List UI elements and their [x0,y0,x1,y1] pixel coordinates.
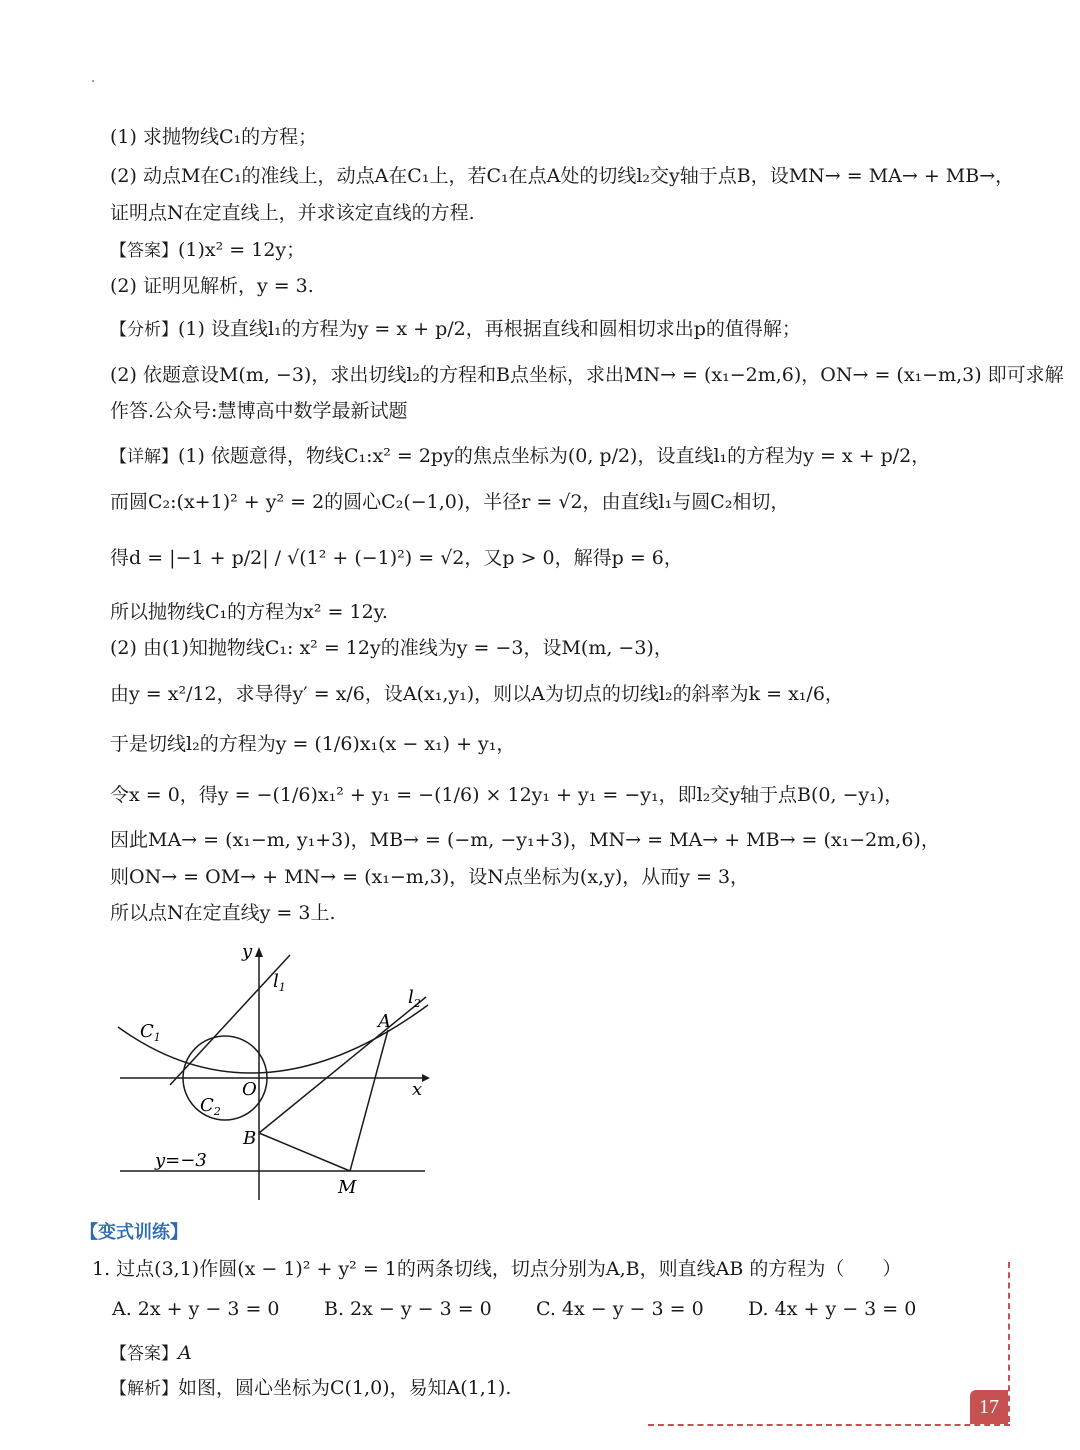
detail-2: 而圆C₂:(x+1)² + y² = 2的圆心C₂(−1,0)，半径r = √2，由直线l₁与圆C₂相切， [110,491,790,513]
problem-part-2-line-1: (2) 动点M在C₁的准线上，动点A在C₁上，若C₁在点A处的切线l₂交y轴于点B，设MN→ = MA→ + MB→， [110,165,1015,187]
x-axis-arrow [422,1074,430,1082]
detail-line-1 [110,442,1020,471]
detail-6: 由y = x²/12，求导得y′ = x/6，设A(x₁,y₁)，则以A为切点的切线l₂的斜率为k = x₁/6， [110,683,844,705]
segment-bm [259,1133,350,1171]
answer-tag: 【答案】 [110,241,178,261]
label-m: M [338,1177,357,1198]
analysis-tag: 【分析】 [110,320,178,340]
segment-am [350,1030,388,1171]
analysis-3: 作答.公众号:慧博高中数学最新试题 [110,400,408,422]
detail-7: 于是切线l₂的方程为y = (1/6)x₁(x − x₁) + y₁， [110,733,516,755]
problem-part-2-line-2: 证明点N在定直线上，并求该定直线的方程. [110,202,475,224]
label-a: A [378,1011,391,1032]
detail-3: 得d = |−1 + p/2| / √(1² + (−1)²) = √2，又p > 0，解得p = 6， [110,547,683,569]
exercise-answer-tag: 【答案】 [110,1344,178,1364]
answer-line [110,236,1020,265]
answer-1: (1)x² = 12y； [178,239,306,261]
label-c1: $C_1$ [140,1021,161,1044]
exercise-title: 【变式训练】 [80,1222,188,1243]
label-o: O [242,1079,257,1100]
problem-part-1: (1) 求抛物线C₁的方程； [110,126,318,148]
geometry-figure [100,935,450,1205]
analysis-2: (2) 依题意设M(m, −3)，求出切线l₂的方程和B点坐标，求出MN→ = (x₁−2m,6)，ON→ = (x₁−m,3) 即可求解 [110,364,1064,386]
label-l2: $l_2$ [408,987,421,1010]
option-c[interactable]: C. 4x − y − 3 = 0 [536,1298,704,1320]
exercise-question-1: 1. 过点(3,1)作圆(x − 1)² + y² = 1的两条切线，切点分别为A,B，则直线AB 的方程为（ ） [92,1258,902,1280]
answer-2: (2) 证明见解析，y = 3. [110,275,314,297]
option-d[interactable]: D. 4x + y − 3 = 0 [748,1298,917,1320]
page-border-vertical [1008,1262,1010,1422]
detail-5: (2) 由(1)知抛物线C₁: x² = 12y的准线为y = −3，设M(m, −3)， [110,637,673,659]
option-a[interactable]: A. 2x + y − 3 = 0 [112,1298,280,1320]
label-y: y [242,941,253,962]
exercise-analysis-tag: 【解析】 [110,1379,178,1399]
detail-1: (1) 依题意得，物线C₁:x² = 2py的焦点坐标为(0, p/2)，设直线l₁的方程为y = x + p/2， [178,445,931,467]
label-c2: $C_2$ [200,1095,221,1118]
analysis-1: (1) 设直线l₁的方程为y = x + p/2，再根据直线和圆相切求出p的值得解； [178,318,801,340]
exercise-answer: A [178,1342,192,1364]
option-b[interactable]: B. 2x − y − 3 = 0 [324,1298,492,1320]
exercise-analysis: 如图，圆心坐标为C(1,0)，易知A(1,1). [178,1377,512,1399]
y-axis-arrow [255,947,263,957]
page-number: 17 [970,1390,1008,1424]
detail-tag: 【详解】 [110,447,178,467]
detail-10: 则ON→ = OM→ + MN→ = (x₁−m,3)，设N点坐标为(x,y)，从而y = 3， [110,866,750,888]
line-l1 [170,955,290,1085]
label-l1: $l_1$ [273,971,286,994]
page-speck [92,80,94,82]
label-x: x [412,1079,423,1100]
detail-8: 令x = 0，得y = −(1/6)x₁² + y₁ = −(1/6) × 12y₁ + y₁ = −y₁，即l₂交y轴于点B(0, −y₁)， [110,784,904,806]
page-border-horizontal [648,1424,1010,1426]
analysis-line-1 [110,315,1020,344]
exercise-analysis-line [110,1374,1020,1403]
detail-4: 所以抛物线C₁的方程为x² = 12y. [110,601,388,623]
detail-9: 因此MA→ = (x₁−m, y₁+3)，MB→ = (−m, −y₁+3)，MN→ = MA→ + MB→ = (x₁−2m,6)， [110,829,940,851]
label-directrix: y=−3 [155,1150,207,1171]
detail-11: 所以点N在定直线y = 3上. [110,902,336,924]
exercise-answer-line [110,1339,1020,1368]
label-b: B [243,1128,257,1149]
line-l2 [259,997,426,1133]
